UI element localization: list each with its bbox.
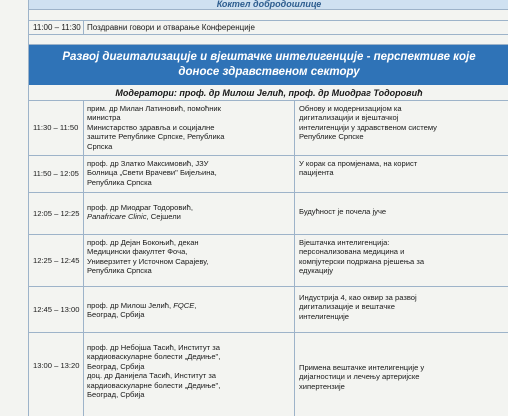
speaker-line xyxy=(87,212,287,221)
topic-line: Индустрија 4, као оквир за развој xyxy=(299,293,417,302)
speaker-line xyxy=(87,301,287,310)
slot-speaker xyxy=(87,238,287,276)
speaker-line: проф. др Миодраг Тодоровић, xyxy=(87,203,193,212)
topic-line: интелигенције xyxy=(299,311,349,321)
table-row xyxy=(29,287,508,333)
topic-line: Вјештачка интелигенција: xyxy=(299,238,390,247)
speaker-line: проф. др Небојша Тасић, Институт за xyxy=(87,343,220,352)
slot-topic xyxy=(299,293,504,321)
topic-line: Обнову и модернизацијом ка xyxy=(299,104,402,113)
speaker-line: кардиоваскуларне болести „Дедиње", xyxy=(87,352,221,362)
column-divider xyxy=(83,101,84,416)
speaker-line: кардиоваскуларне болести „Дедиње", xyxy=(87,380,221,390)
speaker-line: министра xyxy=(87,113,121,123)
column-divider xyxy=(294,101,295,416)
speaker-line: Београд, Србија xyxy=(87,361,145,371)
session-title-banner xyxy=(29,45,508,85)
column-divider xyxy=(83,21,84,35)
session-title-line: доносе здравственом сектору xyxy=(178,66,360,78)
speaker-line: Универзитет у Источном Сарајеву, xyxy=(87,256,209,266)
slot-speaker xyxy=(87,104,287,151)
slot-speaker xyxy=(87,203,287,222)
topic-line: Републике Српске xyxy=(299,132,364,142)
opening-row xyxy=(29,21,508,35)
slot-time: 11:50 – 12:05 xyxy=(33,169,79,179)
topic-line: хипертензије xyxy=(299,381,345,391)
slot-topic xyxy=(299,104,504,142)
slot-speaker xyxy=(87,159,287,187)
speaker-line: Београд, Србија xyxy=(87,310,145,320)
speaker-line: Република Српска xyxy=(87,177,152,187)
session-title-line: Развој дигитализације и вјештачке интелигенције - перспективе које xyxy=(62,51,476,63)
speaker-line: проф. др Златко Максимовић, ЈЗУ xyxy=(87,159,209,168)
topic-line: едукацију xyxy=(299,266,334,276)
speaker-line: Медицински факултет Фоча, xyxy=(87,247,188,257)
slot-topic xyxy=(299,363,504,391)
slot-topic xyxy=(299,159,504,178)
speaker-line: заштите Републике Српске, Република xyxy=(87,132,225,142)
spacer-row xyxy=(29,35,508,45)
topic-line: пацијента xyxy=(299,168,334,178)
opening-description: Поздравни говори и отварање Конференције xyxy=(87,23,255,32)
slot-time: 13:00 – 13:20 xyxy=(33,361,80,371)
cocktail-header: Коктел добродошлице xyxy=(29,0,508,10)
slot-speaker xyxy=(87,343,287,399)
speaker-punct: , xyxy=(194,301,197,310)
speaker-line: проф. др Дејан Бокоњић, декан xyxy=(87,238,199,247)
slot-time: 12:45 – 13:00 xyxy=(33,304,80,314)
spacer-row xyxy=(29,10,508,21)
slot-speaker xyxy=(87,301,287,320)
topic-line: персонализована медицина и xyxy=(299,247,405,257)
table-row xyxy=(29,193,508,235)
slot-topic xyxy=(299,207,504,216)
topic-line: У корак са промјенама, на корист xyxy=(299,159,418,168)
speaker-line: Болница „Свети Врачеви" Бијељина, xyxy=(87,168,217,178)
table-row xyxy=(29,235,508,287)
speaker-line: Министарство здравља и социјалне xyxy=(87,122,215,132)
speaker-name: проф. др Милош Јелић, xyxy=(87,301,174,310)
slot-time: 11:30 – 11:50 xyxy=(33,123,79,133)
opening-time: 11:00 – 11:30 xyxy=(33,23,81,32)
speaker-line: Република Српска xyxy=(87,266,152,276)
slot-topic xyxy=(299,238,504,276)
table-row xyxy=(29,333,508,416)
slot-time: 12:25 – 12:45 xyxy=(33,255,80,265)
speaker-line: Српска xyxy=(87,141,113,151)
topic-line: Примена вештачке интелигенције у xyxy=(299,363,425,372)
slot-time: 12:05 – 12:25 xyxy=(33,208,80,218)
topic-line: компјутерски подржана рјешења за xyxy=(299,256,425,266)
topic-line: интелигенцији у здравственом систему xyxy=(299,122,437,132)
clinic-name: Panafricare Clinic xyxy=(87,212,147,222)
topic-line: дигитализације и вештачке xyxy=(299,302,395,312)
speaker-location: , Сејшели xyxy=(146,212,181,222)
org-name: FQCE xyxy=(173,301,195,310)
speaker-line: доц. др Данијела Тасић, Институт за xyxy=(87,371,217,381)
topic-line: Будућност је почела јуче xyxy=(299,207,387,216)
topic-line: дигитализацији и вјештачкој xyxy=(299,113,399,123)
table-row xyxy=(29,156,508,193)
speaker-line: прим. др Милан Латиновић, помоћник xyxy=(87,104,221,113)
speaker-line: Београд, Србија xyxy=(87,390,145,400)
program-table xyxy=(28,0,508,416)
moderators-row: Модератори: проф. др Милош Јелић, проф. др Миодраг Тодоровић xyxy=(29,85,508,101)
table-row xyxy=(29,101,508,156)
topic-line: дијагностици и лечењу артеријске xyxy=(299,372,420,382)
